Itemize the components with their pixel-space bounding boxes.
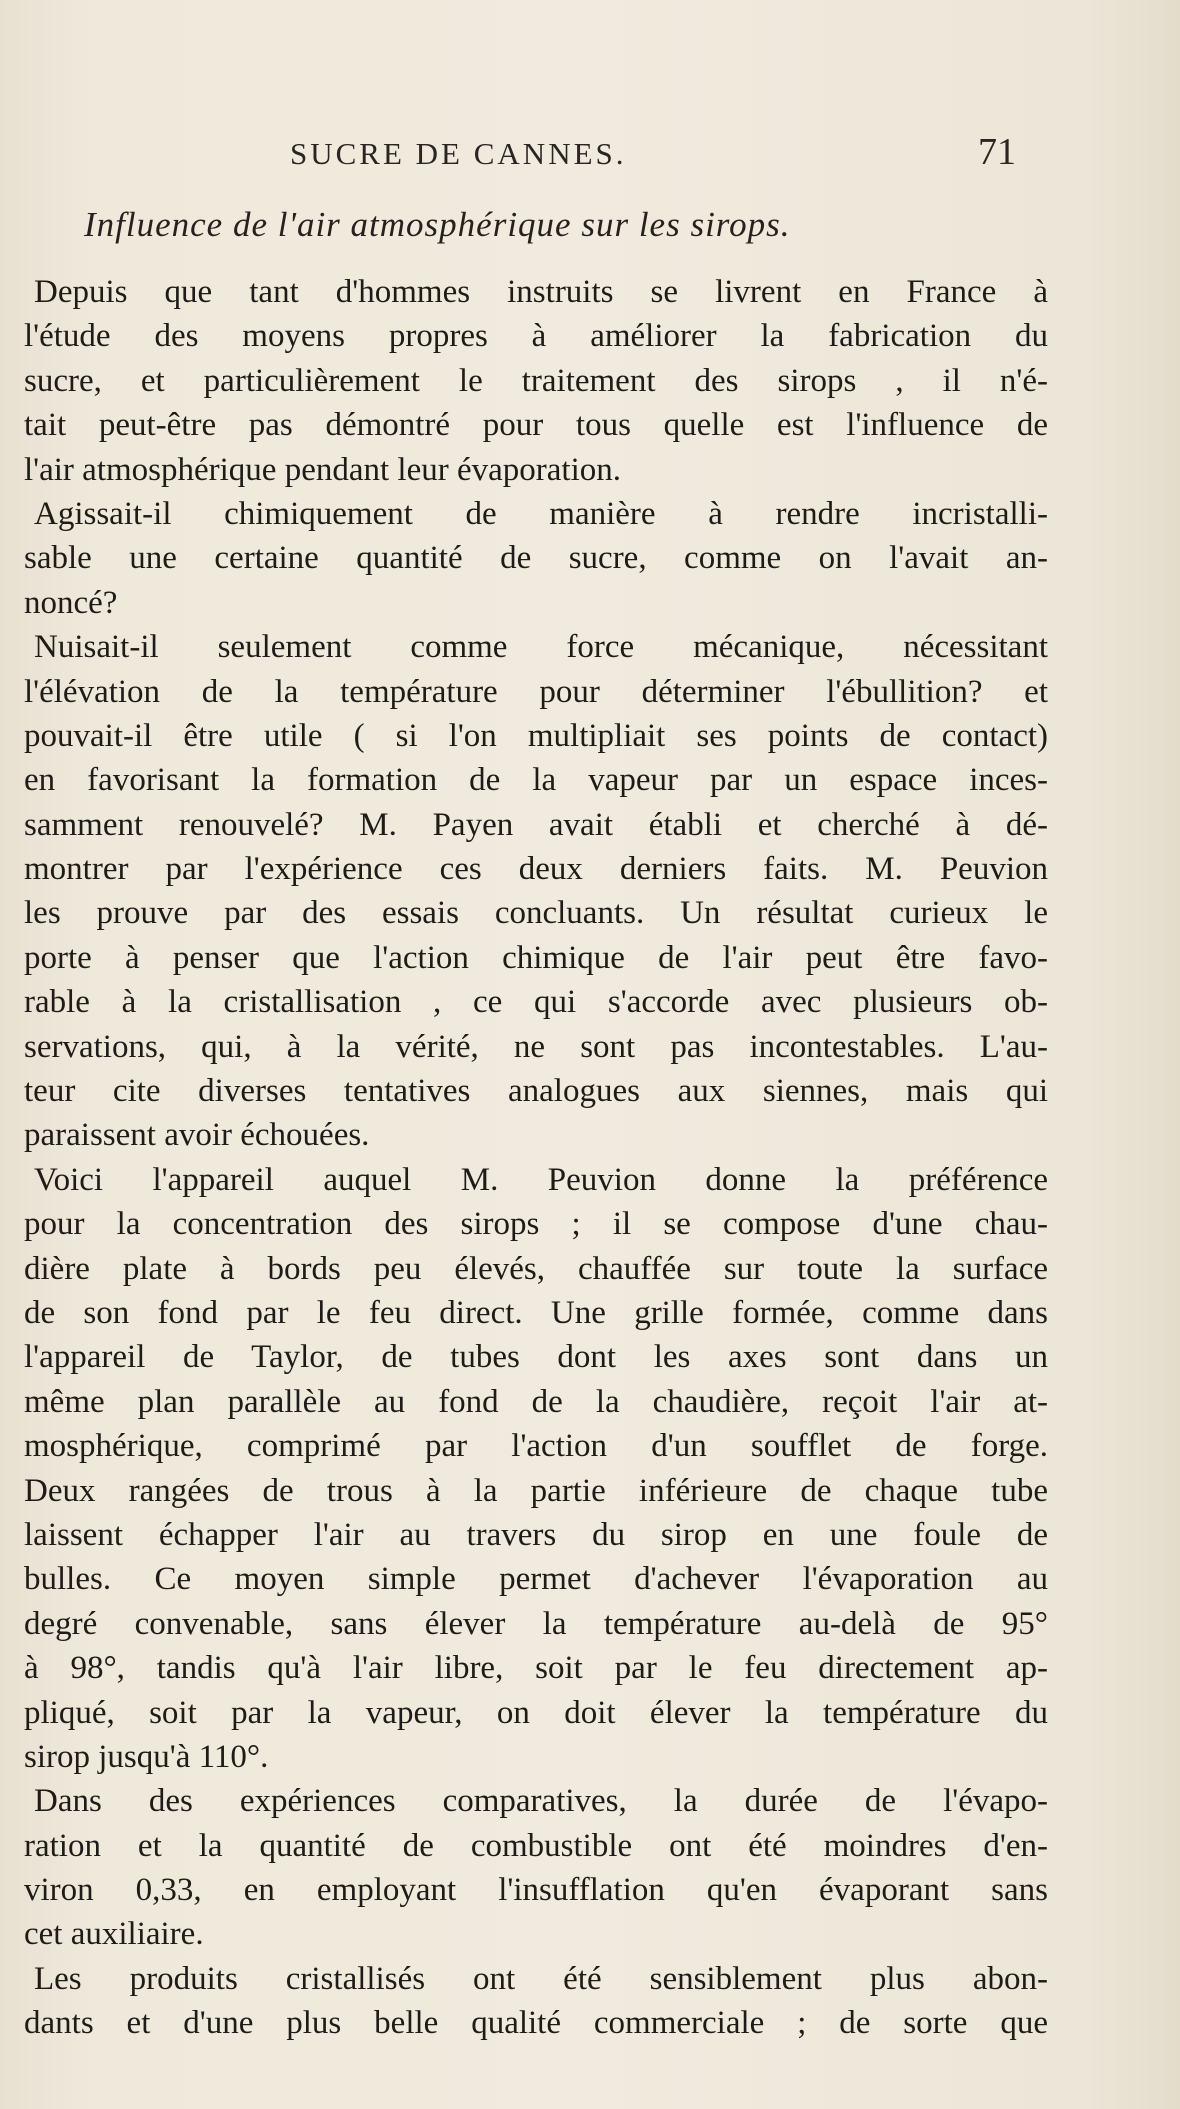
text-line: pouvait-il être utile ( si l'on multipliait ses points de contact) — [24, 717, 1048, 754]
text-line: sucre, et particulièrement le traitement des sirops , il n'é- — [24, 362, 1048, 399]
text-line: degré convenable, sans élever la température au-delà de 95° — [24, 1605, 1048, 1642]
text-line: Dans des expériences comparatives, la durée de l'évapo- — [34, 1783, 1048, 1820]
text-line: rable à la cristallisation , ce qui s'accorde avec plusieurs ob- — [24, 984, 1048, 1021]
section-heading: Influence de l'air atmosphérique sur les sirops. — [84, 205, 791, 244]
text-line: à 98°, tandis qu'à l'air libre, soit par le feu directement ap- — [24, 1650, 1048, 1687]
text-line: dants et d'une plus belle qualité commerciale ; de sorte que — [24, 2005, 1048, 2042]
body-text — [24, 270, 1048, 2046]
text-line: en favorisant la formation de la vapeur par un espace inces- — [24, 762, 1048, 799]
text-line: même plan parallèle au fond de la chaudière, reçoit l'air at- — [24, 1383, 1048, 1420]
text-line: Deux rangées de trous à la partie inférieure de chaque tube — [24, 1472, 1048, 1509]
running-title: SUCRE DE CANNES. — [290, 136, 627, 171]
text-line: tait peut-être pas démontré pour tous quelle est l'influence de — [24, 407, 1048, 444]
text-line: teur cite diverses tentatives analogues aux siennes, mais qui — [24, 1073, 1048, 1110]
text-line: Agissait-il chimiquement de manière à rendre incristalli- — [34, 495, 1048, 532]
page-number: 71 — [978, 131, 1016, 173]
text-line: l'air atmosphérique pendant leur évaporation. — [24, 451, 621, 488]
text-line: Depuis que tant d'hommes instruits se livrent en France à — [34, 274, 1048, 310]
text-line: Les produits cristallisés ont été sensiblement plus abon- — [34, 1960, 1048, 1997]
text-line: de son fond par le feu direct. Une grille formée, comme dans — [24, 1294, 1048, 1331]
text-line: dière plate à bords peu élevés, chauffée sur toute la surface — [24, 1250, 1048, 1287]
text-line: ration et la quantité de combustible ont été moindres d'en- — [24, 1827, 1048, 1864]
text-line: laissent échapper l'air au travers du sirop en une foule de — [24, 1516, 1048, 1553]
text-line: bulles. Ce moyen simple permet d'achever l'évaporation au — [24, 1561, 1048, 1598]
text-line: sable une certaine quantité de sucre, comme on l'avait an- — [24, 540, 1048, 577]
text-line: sirop jusqu'à 110°. — [24, 1738, 269, 1775]
running-head — [0, 130, 1180, 180]
text-line: cet auxiliaire. — [24, 1916, 204, 1953]
text-line: samment renouvelé? M. Payen avait établi et cherché à dé- — [24, 806, 1048, 843]
text-line: noncé? — [24, 584, 118, 621]
text-line: viron 0,33, en employant l'insufflation qu'en évaporant sans — [24, 1872, 1048, 1909]
text-line: Voici l'appareil auquel M. Peuvion donne la préférence — [34, 1161, 1048, 1198]
text-line: servations, qui, à la vérité, ne sont pas incontestables. L'au- — [24, 1028, 1048, 1065]
text-line: montrer par l'expérience ces deux derniers faits. M. Peuvion — [24, 851, 1048, 888]
text-line: les prouve par des essais concluants. Un résultat curieux le — [24, 895, 1048, 932]
text-line: l'appareil de Taylor, de tubes dont les axes sont dans un — [24, 1339, 1048, 1376]
text-line: pliqué, soit par la vapeur, on doit élever la température du — [24, 1694, 1048, 1731]
text-line: pour la concentration des sirops ; il se compose d'une chau- — [24, 1206, 1048, 1243]
text-line: paraissent avoir échouées. — [24, 1117, 370, 1154]
text-line: l'étude des moyens propres à améliorer la fabrication du — [24, 318, 1048, 355]
text-line: mosphérique, comprimé par l'action d'un soufflet de forge. — [24, 1428, 1048, 1465]
text-line: Nuisait-il seulement comme force mécanique, nécessitant — [34, 629, 1048, 666]
text-line: l'élévation de la température pour déterminer l'ébullition? et — [24, 673, 1048, 710]
text-line: porte à penser que l'action chimique de l'air peut être favo- — [24, 939, 1048, 976]
